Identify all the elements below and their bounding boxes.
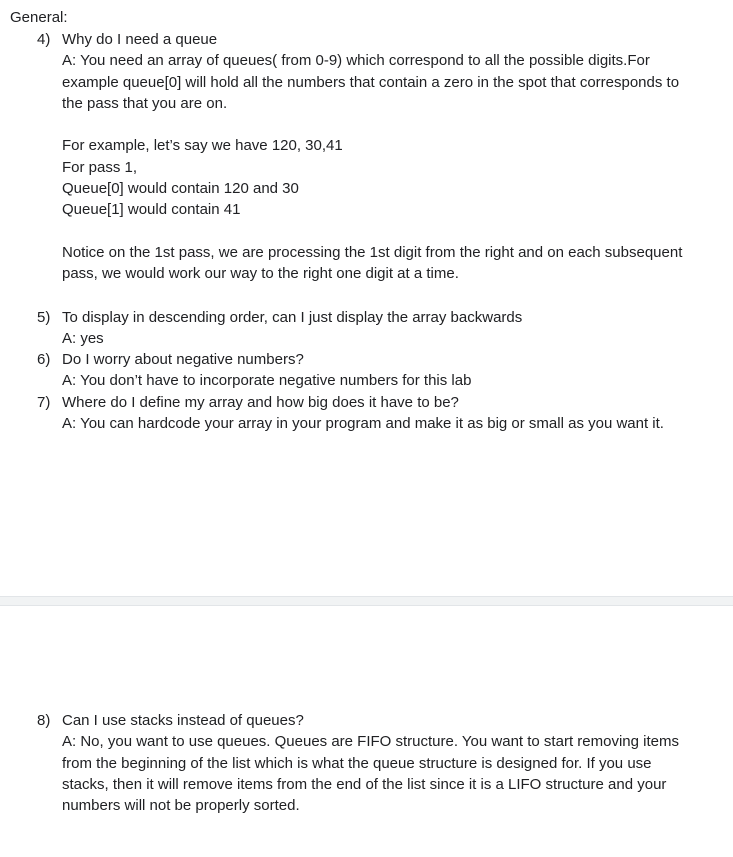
item-number: 7) xyxy=(37,394,51,411)
question-text: Can I use stacks instead of queues? xyxy=(62,712,304,729)
question-text: Where do I define my array and how big does it have to be? xyxy=(62,394,459,411)
answer-text: A: You don’t have to incorporate negative numbers for this lab xyxy=(62,372,472,390)
document-page-2 xyxy=(0,606,733,857)
item-number: 6) xyxy=(37,351,51,368)
answer-text: A: You need an array of queues( from 0-9) which correspond to all the possible digits.For example queue[0] will hold all the numbers that contain a zero in the spot that corresponds to the pass that you are on. xyxy=(62,52,680,112)
item-number: 8) xyxy=(37,712,51,729)
question-text: Why do I need a queue xyxy=(62,31,218,48)
section-heading: General: xyxy=(10,9,68,26)
answer-text: A: You can hardcode your array in your program and make it as big or small as you want it. xyxy=(62,415,664,433)
question-text: To display in descending order, can I just display the array backwards xyxy=(62,309,523,326)
example-line: For pass 1, xyxy=(62,158,138,176)
page-break xyxy=(0,596,733,606)
answer-text: A: No, you want to use queues. Queues are FIFO structure. You want to start removing items from the beginning of the list which is what the queue structure is designed for. If you use stacks, then it will remove items from the end of the list since it is a LIFO structure and your numbers will not be properly sorted. xyxy=(62,733,679,815)
example-line: Queue[1] would contain 41 xyxy=(62,201,241,219)
item-number: 4) xyxy=(37,31,51,48)
note-text: Notice on the 1st pass, we are processing the 1st digit from the right and on each subsequent pass, we would work our way to the right one digit at a time. xyxy=(62,243,683,283)
example-line: For example, let’s say we have 120, 30,41 xyxy=(62,137,343,155)
answer-text: A: yes xyxy=(62,330,104,348)
item-number: 5) xyxy=(37,309,51,326)
example-line: Queue[0] would contain 120 and 30 xyxy=(62,180,299,198)
question-text: Do I worry about negative numbers? xyxy=(62,351,304,368)
